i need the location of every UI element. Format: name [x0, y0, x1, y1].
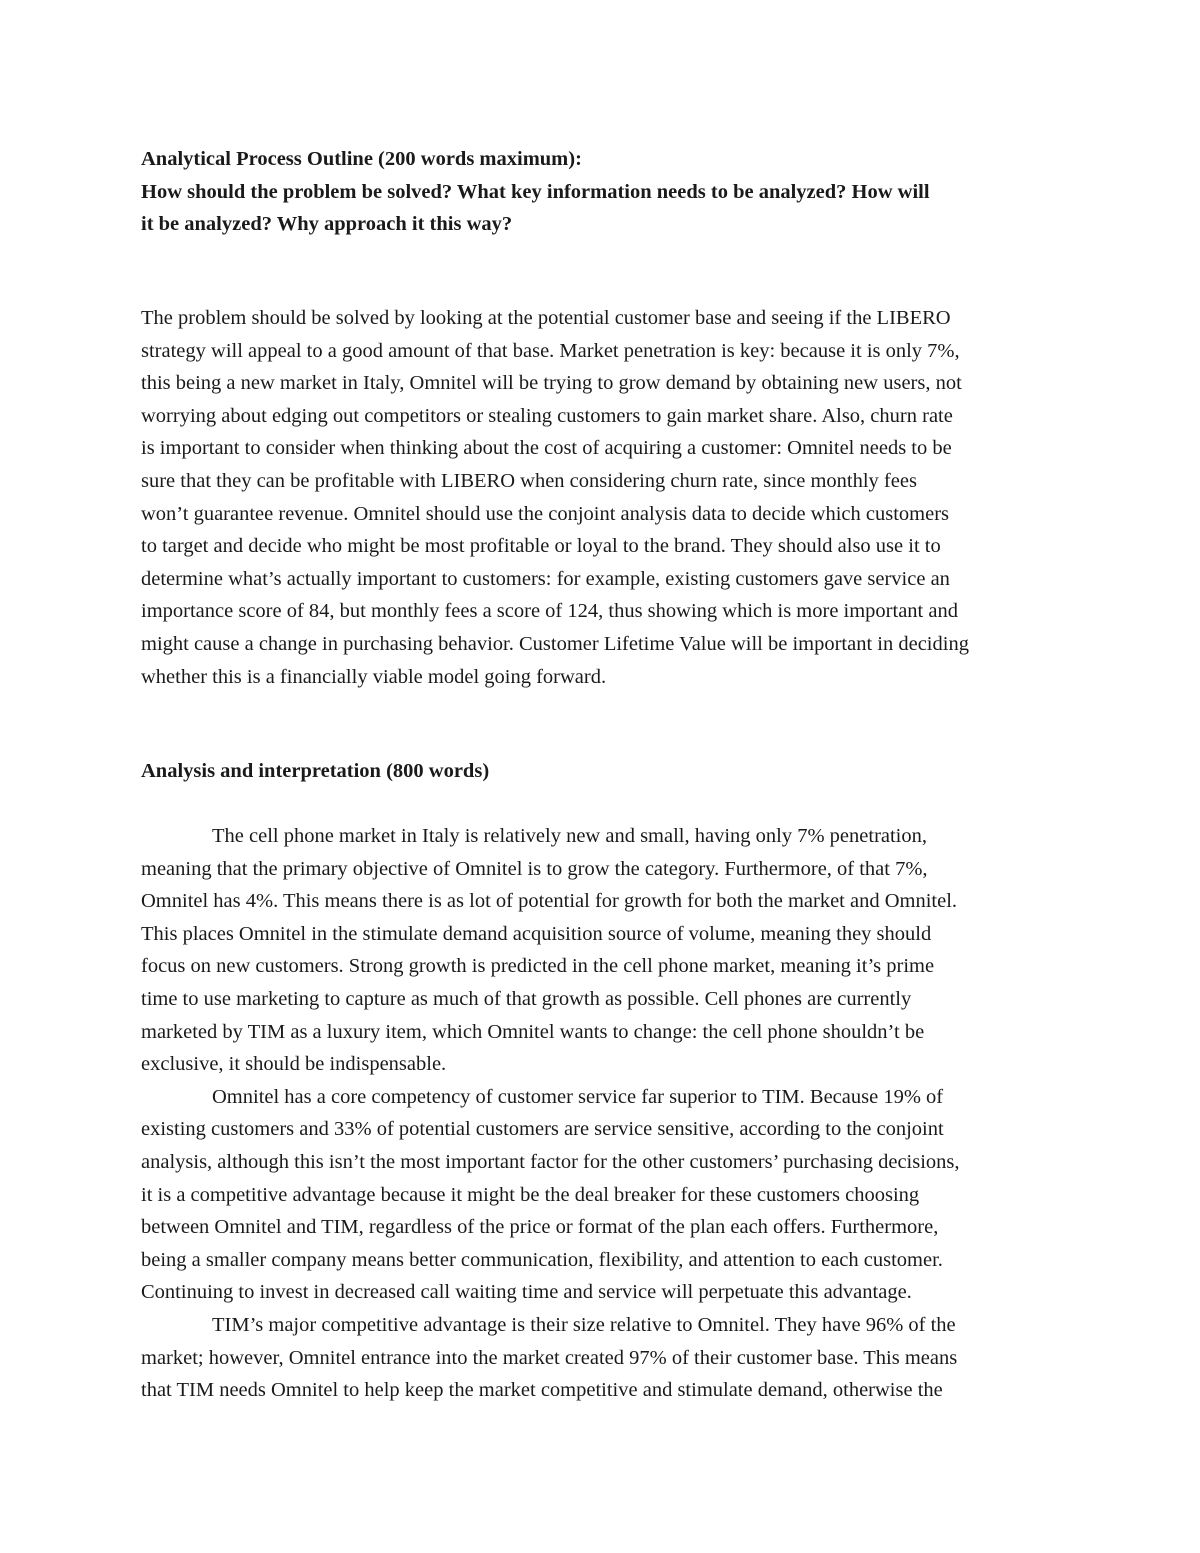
paragraph-line: this being a new market in Italy, Omnitel will be trying to grow demand by obtaining new users, not — [141, 372, 962, 395]
paragraph-line: won’t guarantee revenue. Omnitel should use the conjoint analysis data to decide which customers — [141, 502, 950, 525]
analysis-heading: Analysis and interpretation (800 words) — [141, 760, 490, 782]
paragraph-line: focus on new customers. Strong growth is predicted in the cell phone market, meaning it’s prime — [141, 955, 935, 978]
paragraph-line: marketed by TIM as a luxury item, which Omnitel wants to change: the cell phone shouldn’t be — [141, 1020, 925, 1043]
paragraph-line: Omnitel has 4%. This means there is as lot of potential for growth for both the market and Omnitel. — [141, 890, 958, 913]
paragraph-line: worrying about edging out competitors or stealing customers to gain market share. Also, churn rate — [141, 404, 953, 427]
analysis-section — [141, 820, 1071, 1407]
outline-heading-line: it be analyzed? Why approach it this way? — [141, 213, 513, 236]
paragraph-line: The problem should be solved by looking at the potential customer base and seeing if the LIBERO — [141, 307, 951, 329]
paragraph-line: that TIM needs Omnitel to help keep the market competitive and stimulate demand, otherwise the — [141, 1379, 943, 1402]
outline-paragraph — [141, 302, 1071, 693]
paragraph-line: sure that they can be profitable with LIBERO when considering churn rate, since monthly fees — [141, 469, 917, 492]
paragraph-line: TIM’s major competitive advantage is their size relative to Omnitel. They have 96% of the — [212, 1313, 956, 1336]
paragraph-line: being a smaller company means better communication, flexibility, and attention to each customer. — [141, 1248, 943, 1271]
paragraph-line: The cell phone market in Italy is relatively new and small, having only 7% penetration, — [212, 825, 928, 847]
paragraph-line: importance score of 84, but monthly fees a score of 124, thus showing which is more important and — [141, 600, 958, 623]
paragraph-line: strategy will appeal to a good amount of that base. Market penetration is key: because it is only 7%, — [141, 339, 960, 362]
paragraph-line: Continuing to invest in decreased call waiting time and service will perpetuate this advantage. — [141, 1281, 912, 1304]
outline-heading-line: How should the problem be solved? What key information needs to be analyzed? How will — [141, 180, 930, 203]
paragraph-line: existing customers and 33% of potential customers are service sensitive, according to the conjoint — [141, 1118, 944, 1141]
paragraph-line: time to use marketing to capture as much of that growth as possible. Cell phones are currently — [141, 987, 912, 1010]
paragraph-line: might cause a change in purchasing behavior. Customer Lifetime Value will be important in deciding — [141, 632, 969, 655]
paragraph-line: meaning that the primary objective of Omnitel is to grow the category. Furthermore, of that 7%, — [141, 857, 928, 880]
outline-heading — [141, 143, 1071, 241]
paragraph-line: Omnitel has a core competency of customer service far superior to TIM. Because 19% of — [212, 1085, 944, 1108]
paragraph-line: exclusive, it should be indispensable. — [141, 1053, 447, 1076]
outline-heading-line: Analytical Process Outline (200 words maximum): — [141, 148, 582, 170]
paragraph-line: analysis, although this isn’t the most important factor for the other customers’ purchasing decisions, — [141, 1150, 960, 1173]
paragraph-line: between Omnitel and TIM, regardless of the price or format of the plan each offers. Furthermore, — [141, 1216, 939, 1239]
paragraph-line: market; however, Omnitel entrance into the market created 97% of their customer base. This means — [141, 1346, 958, 1369]
paragraph-line: it is a competitive advantage because it might be the deal breaker for these customers choosing — [141, 1183, 920, 1206]
paragraph-line: to target and decide who might be most profitable or loyal to the brand. They should also use it to — [141, 535, 941, 558]
paragraph-line: whether this is a financially viable model going forward. — [141, 665, 607, 688]
paragraph-line: This places Omnitel in the stimulate demand acquisition source of volume, meaning they should — [141, 922, 932, 945]
paragraph-line: is important to consider when thinking about the cost of acquiring a customer: Omnitel needs to be — [141, 437, 952, 460]
paragraph-line: determine what’s actually important to customers: for example, existing customers gave service an — [141, 567, 950, 590]
